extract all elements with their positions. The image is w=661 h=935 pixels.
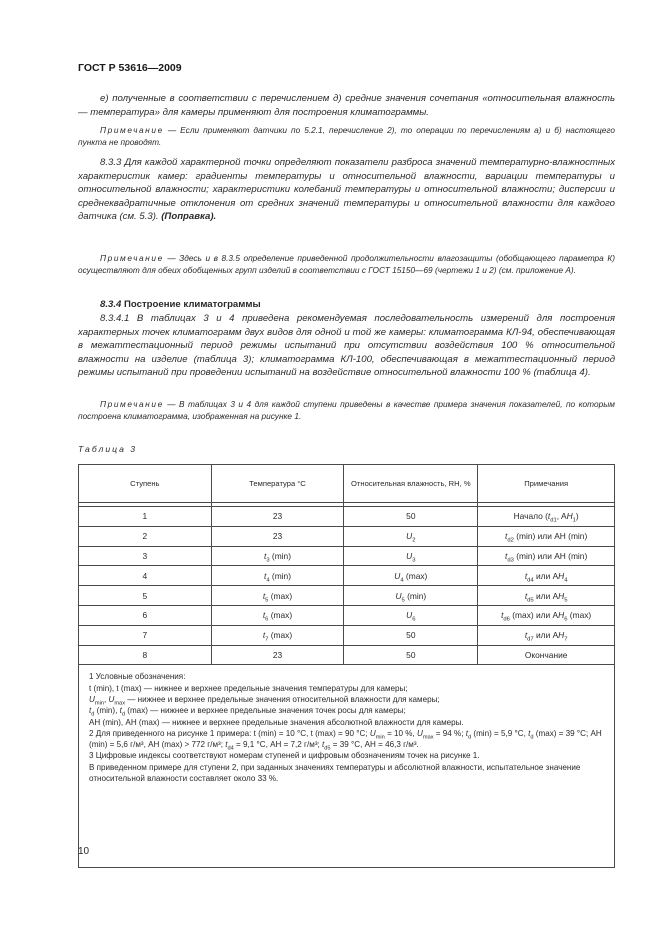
paragraph-e-text: е) полученные в соответствии с перечислением д) средние значения сочетания «относительная влажность — температура» для камеры применяют для построения климатограммы. (78, 93, 615, 118)
note-n1-d: АН (min), АН (max) — нижнее и верхнее предельные значения абсолютной влажности для камеры. (89, 717, 464, 727)
note-3-label: Примечание (100, 399, 164, 409)
table-row (79, 566, 615, 586)
table-row (79, 546, 615, 566)
cell-notes: $t_{d4}$ или $АН_4$ (478, 566, 615, 586)
cell-step: 7 (79, 625, 212, 645)
table-notes (79, 665, 615, 868)
cell-humidity: $U_4$ (max) (344, 566, 478, 586)
cell-temperature: 23 (211, 507, 344, 527)
cell-step: 6 (79, 605, 212, 625)
cell-notes: Начало ($t_{d1}$, $AH_1$) (478, 507, 615, 527)
note-1-label: Примечание (100, 125, 164, 135)
col-header-temperature: Температура °С (211, 465, 344, 503)
cell-temperature: $t_4$ (min) (211, 566, 344, 586)
cell-notes: $t_{d2}$ (min) или АН (min) (478, 526, 615, 546)
cell-humidity: $U_6$ (344, 605, 478, 625)
cell-notes: $t_{d6}$ (max) или $АН_6$ (max) (478, 605, 615, 625)
cell-humidity: 50 (344, 507, 478, 527)
cell-humidity: $U_5$ (min) (344, 586, 478, 606)
note-n1-title: 1 Условные обозначения: (89, 672, 186, 682)
note-2-label: Примечание (100, 253, 164, 263)
cell-step: 8 (79, 645, 212, 665)
page-number: 10 (78, 846, 90, 857)
cell-humidity: $U_2$ (344, 526, 478, 546)
cell-temperature: $t_3$ (min) (211, 546, 344, 566)
cell-step: 2 (79, 526, 212, 546)
cell-step: 4 (79, 566, 212, 586)
note-n1-c: $t_d$ (min), $t_d$ (max) — нижнее и верхнее предельные значения точек росы для камеры; (89, 706, 406, 718)
cell-humidity: $U_3$ (344, 546, 478, 566)
cell-notes: Окончание (478, 645, 615, 665)
note-n2: 2 Для приведенного на рисунке 1 примера: t (min) = 10 °С, t (max) = 90 °С; $U_{min} = 10$ %, $U_{max} = 94$ %; $t_d$ (min) = 5,9 °С, $t_d$ (max) = 39 °С; АН (min) = 5,6 г/м³, АН (max) > 772 г/м³; $t_{d4} = 9,1$ °С, АН = 7,2 г/м³; $t_{d5} = 39$ °С, АН = 46,3 г/м³. (89, 728, 602, 752)
cell-temperature: $t_6$ (max) (211, 605, 344, 625)
note-n3: 3 Цифровые индексы соответствуют номерам ступеней и цифровым обозначениям точек на рисунке 1. (89, 751, 480, 761)
cell-notes: $t_{d7}$ или $АН_7$ (478, 625, 615, 645)
section-number: 8.3.4 (100, 299, 122, 310)
cell-temperature: $t_5$ (max) (211, 586, 344, 606)
cell-humidity: 50 (344, 645, 478, 665)
table-row (79, 625, 615, 645)
standard-header: ГОСТ Р 53616—2009 (78, 62, 182, 74)
cell-notes: $t_{d5}$ или $АН_5$ (478, 586, 615, 606)
paragraph-8341-text: 8.3.4.1 В таблицах 3 и 4 приведена рекомендуемая последовательность измерений для построения характерных точек климатограмм двух видов для одной и той же камеры: климатограмма КЛ-94, обеспечивающая в межаттестационный период режимы испытаний при отсутствии воздействия 100 % относительной влажности на изделие (таблица 3); климатограмма КЛ-100, обеспечивающая в межаттестационный период режимы испытаний при проведении испытаний на воздействие относительной влажности 100 % (таблица 4). (78, 313, 615, 379)
col-header-notes: Примечания (478, 465, 615, 503)
note-n4: В приведенном примере для ступени 2, при заданных значениях температуры и абсолютной влажности, испытательное значение относительной влажности составляет около 33 %. (89, 762, 581, 784)
section-heading (78, 298, 615, 312)
note-2-text: — Здесь и в 8.3.5 определение приведенной продолжительности влагозащиты (обобщающего параметра К) осуществляют для обеих обобщенных групп изделий в соответствии с ГОСТ 15150—69 (чертежи 1 и 2) (см. приложение А). (78, 253, 615, 275)
cell-step: 1 (79, 507, 212, 527)
table-row (79, 526, 615, 546)
correction-mark: (Поправка). (161, 211, 217, 223)
section-title: Построение климатограммы (121, 299, 261, 310)
cell-temperature: 23 (211, 645, 344, 665)
col-header-step: Ступень (79, 465, 212, 503)
paragraph-833 (78, 156, 615, 224)
cell-humidity: 50 (344, 625, 478, 645)
cell-temperature: 23 (211, 526, 344, 546)
cell-step: 3 (79, 546, 212, 566)
table-3 (78, 464, 615, 868)
table-row (79, 605, 615, 625)
cell-temperature: $t_7$ (max) (211, 625, 344, 645)
paragraph-e (78, 92, 615, 119)
table-row (79, 645, 615, 665)
table-row (79, 586, 615, 606)
paragraph-833-text: 8.3.3 Для каждой характерной точки определяют показатели разброса значений температурно-влажностных характеристик камер: градиенты температуры и относительной влажности, вариации температуры и относительной влажности; характеристики колебаний температуры и относительной влажности; дисперсии и среднеквадратичные отклонения от средних значений температуры и относительной влажности для каждого датчика (см. 5.3). (Поправка). (78, 157, 615, 223)
cell-step: 5 (79, 586, 212, 606)
note-1 (78, 124, 615, 148)
note-n1-a: t (min), t (max) — нижнее и верхнее предельные значения температуры для камеры; (89, 683, 408, 693)
col-header-humidity: Относительная влажность, RH, % (344, 465, 478, 503)
note-2 (78, 252, 615, 276)
table-header-row (79, 465, 615, 503)
note-n1-b: $U_{min}$, $U_{max}$ — нижнее и верхнее предельные значения относительной влажности для камеры; (89, 694, 440, 707)
cell-notes: $t_{d3}$ (min) или АН (min) (478, 546, 615, 566)
note-3-text: — В таблицах 3 и 4 для каждой ступени приведены в качестве примера значения показателей, по которым построена климатограмма, изображенная на рисунке 1. (78, 399, 615, 421)
note-1-text: — Если применяют датчики по 5.2.1, перечисление 2), то операции по перечислениям а) и б) настоящего пункта не проводят. (78, 125, 615, 147)
table-caption: Таблица 3 (78, 444, 138, 454)
table-row (79, 507, 615, 527)
note-3 (78, 398, 615, 422)
table-body (79, 503, 615, 665)
paragraph-8341 (78, 312, 615, 380)
